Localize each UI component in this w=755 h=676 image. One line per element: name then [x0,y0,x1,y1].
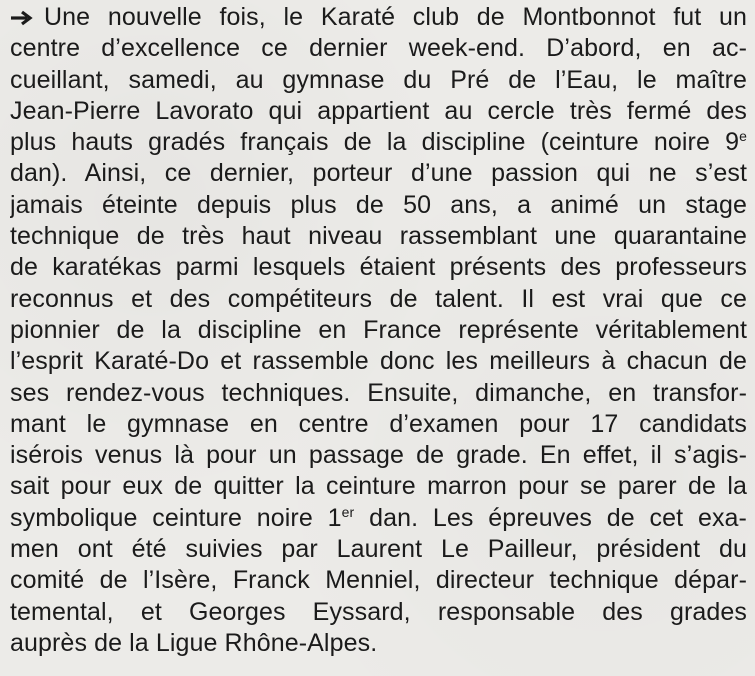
article-line-21: auprès de la Ligue Rhône-Alpes. [10,628,378,657]
article-line-6: dan). Ainsi, ce dernier, porteur d’une passion qui ne s’est [10,159,747,188]
article-line-17: symbolique ceinture noire 1er dan. Les épreuves de cet exa- [10,503,747,532]
right-arrow-icon [10,10,34,26]
article-line-5: plus hauts gradés français de la discipline (ceinture noire 9e [10,128,747,157]
superscript-e: e [739,128,747,145]
article-line-2: centre d’excellence ce dernier week-end. D’abord, en ac- [10,34,747,63]
article-line-8: technique de très haut niveau rassemblant une quarantaine [10,222,747,251]
article-line-9: de karatékas parmi lesquels étaient présents des professeurs [10,253,747,282]
article-line-11: pionnier de la discipline en France représente véritablement [10,315,747,344]
article-line-13: ses rendez-vous techniques. Ensuite, dimanche, en transfor- [10,378,747,407]
article-line-15: isérois venus là pour un passage de grade. En effet, il s’agis- [10,441,747,470]
article-line-20: temental, et Georges Eyssard, responsable des grades [10,597,747,626]
article-line-14: mant le gymnase en centre d’examen pour 17 candidats [10,409,747,438]
article-line-16: sait pour eux de quitter la ceinture marron pour se parer de la [10,472,747,501]
article-line-4: Jean-Pierre Lavorato qui appartient au cercle très fermé des [10,96,747,125]
article-line-3: cueillant, samedi, au gymnase du Pré de l’Eau, le maître [10,65,747,94]
article-line-7: jamais éteinte depuis plus de 50 ans, a animé un stage [10,190,747,219]
superscript-er: er [341,503,355,520]
article-line-18: men ont été suivies par Laurent Le Pailleur, président du [10,535,747,564]
article-line-10: reconnus et des compétiteurs de talent. Il est vrai que ce [10,284,747,313]
article-line-12: l’esprit Karaté-Do et rassemble donc les meilleurs à chacun de [10,347,747,376]
article-line-19: comité de l’Isère, Franck Menniel, directeur technique dépar- [10,566,747,595]
article-line-1: Une nouvelle fois, le Karaté club de Montbonnot fut un [10,2,747,33]
